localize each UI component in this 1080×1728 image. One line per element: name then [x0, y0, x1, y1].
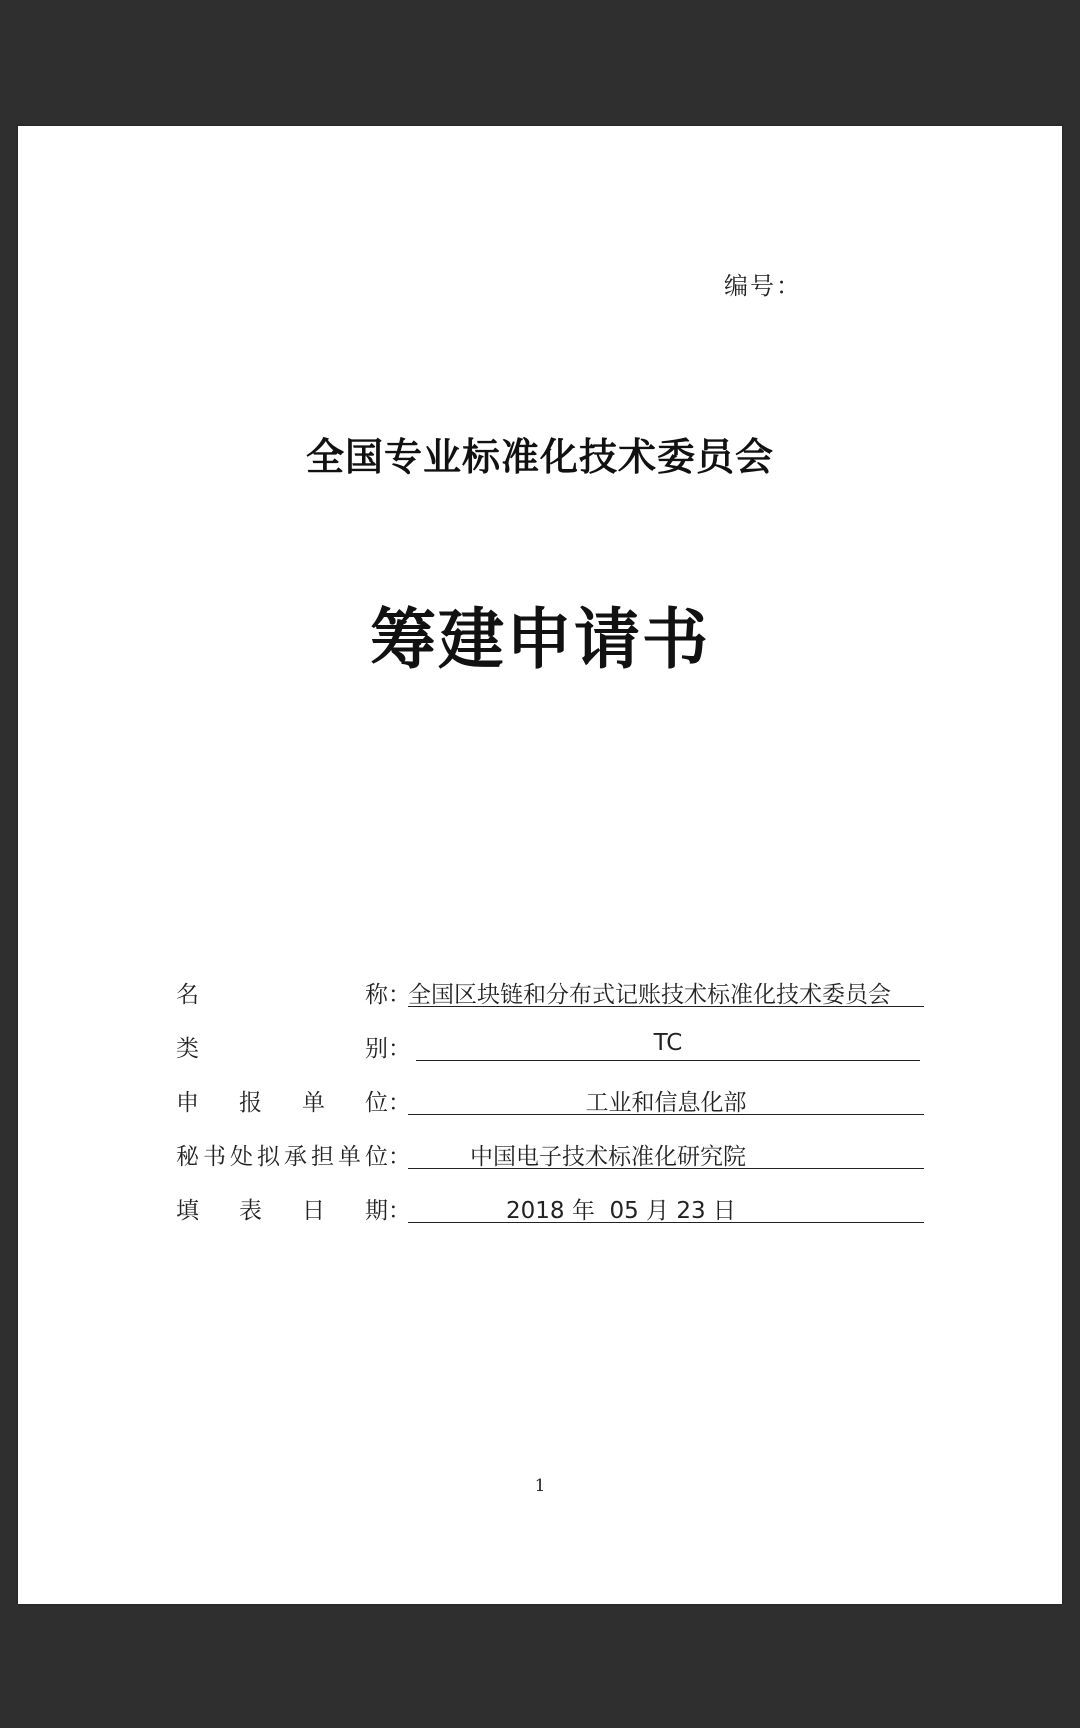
label-char: 拟 [257, 1144, 280, 1170]
label-char: 填 [176, 1198, 199, 1224]
form-row-category [176, 1022, 924, 1076]
label-char: 期 [365, 1198, 388, 1224]
page-number: 1 [534, 1476, 546, 1496]
label-char: 位 [365, 1090, 388, 1116]
form-row-date [176, 1184, 924, 1238]
label-char: 秘 [176, 1144, 199, 1170]
field-label-name [176, 976, 388, 1009]
label-char: 处 [230, 1144, 253, 1170]
fill-date-value: 2018 年 05 月 23 日 [506, 1198, 736, 1224]
label-char: 称 [365, 982, 388, 1008]
document-page [18, 126, 1062, 1604]
category-value: TC [653, 1030, 683, 1056]
label-char: 别 [365, 1036, 388, 1062]
applicant-unit-value: 工业和信息化部 [585, 1090, 747, 1116]
label-colon: ： [388, 1144, 411, 1170]
form-row-name [176, 968, 924, 1022]
field-label-secretariat [176, 1138, 388, 1171]
label-colon: ： [388, 982, 411, 1008]
label-char: 类 [176, 1036, 199, 1062]
label-char: 报 [239, 1090, 262, 1116]
label-colon: ： [388, 1036, 411, 1062]
field-label-applicant [176, 1084, 388, 1117]
label-char: 日 [302, 1198, 325, 1224]
category-field [416, 1030, 920, 1061]
label-char: 承 [284, 1144, 307, 1170]
secretariat-unit-field [408, 1138, 924, 1169]
secretariat-unit-value: 中国电子技术标准化研究院 [470, 1144, 746, 1170]
field-label-category [176, 1030, 388, 1063]
application-form [176, 968, 924, 1238]
applicant-unit-field [408, 1084, 924, 1115]
committee-name-value: 全国区块链和分布式记账技术标准化技术委员会 [408, 982, 891, 1008]
label-char: 单 [338, 1144, 361, 1170]
committee-heading: 全国专业标准化技术委员会 [305, 434, 774, 479]
label-char: 申 [176, 1090, 199, 1116]
field-label-date [176, 1192, 388, 1225]
label-colon: ： [388, 1198, 411, 1224]
label-char: 单 [302, 1090, 325, 1116]
serial-number-label: 编号： [724, 272, 802, 300]
label-char: 表 [239, 1198, 262, 1224]
form-row-secretariat [176, 1130, 924, 1184]
label-colon: ： [388, 1090, 411, 1116]
label-char: 名 [176, 982, 199, 1008]
label-char: 位 [365, 1144, 388, 1170]
committee-name-field [408, 976, 924, 1007]
fill-date-field [408, 1192, 924, 1223]
label-char: 担 [311, 1144, 334, 1170]
document-title: 筹建申请书 [370, 600, 710, 678]
form-row-applicant [176, 1076, 924, 1130]
label-char: 书 [203, 1144, 226, 1170]
